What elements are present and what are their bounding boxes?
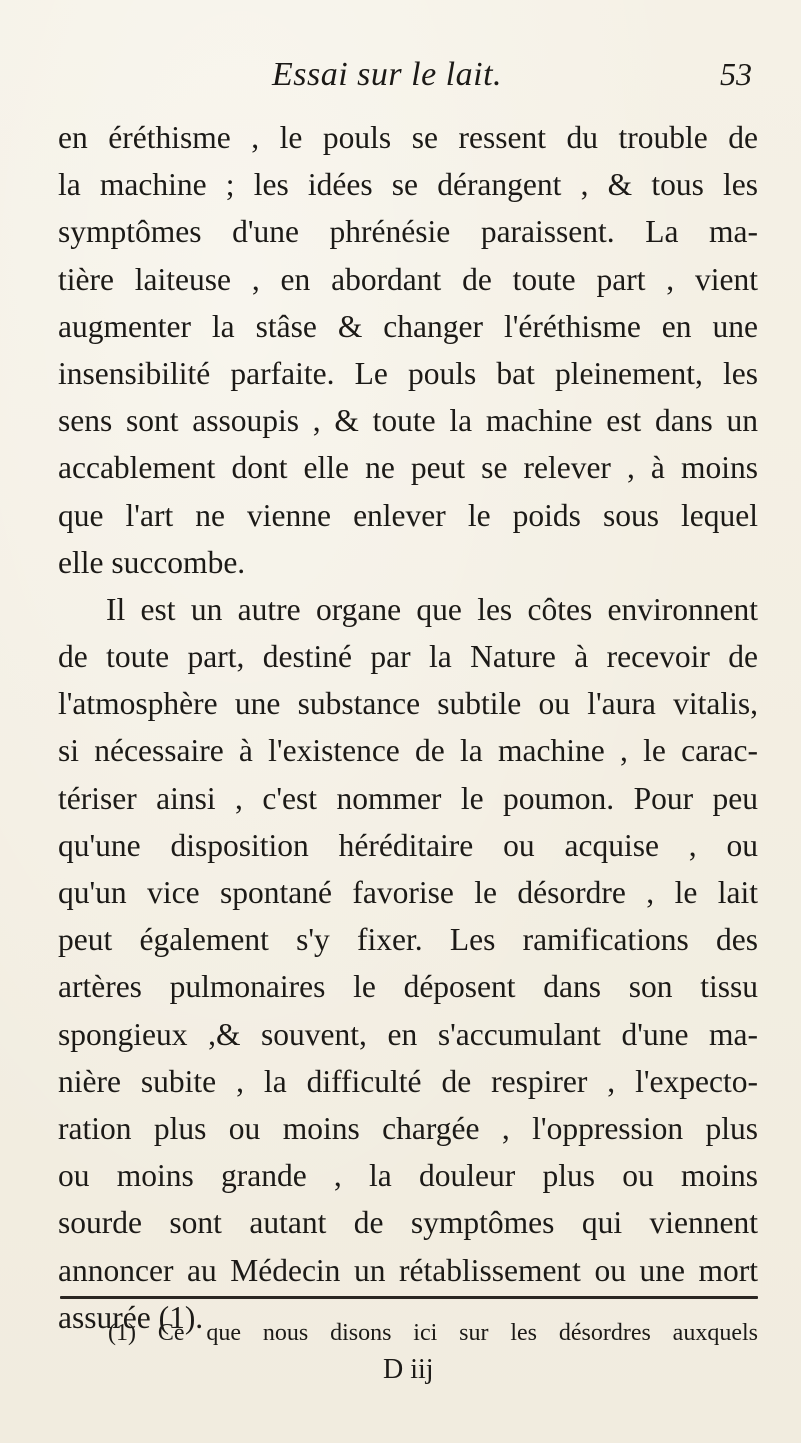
text-line: elle succombe. (58, 544, 246, 580)
text-line: sourde sont autant de symptômes qui viennent (58, 1205, 758, 1241)
text-line: Il est un autre organe que les côtes environnent (106, 591, 758, 627)
footnote-rule (60, 1296, 758, 1299)
page-header (0, 50, 801, 100)
text-line: insensibilité parfaite. Le pouls bat pleinement, les (58, 355, 758, 391)
text-line: l'atmosphère une substance subtile ou l'aura vitalis, (58, 686, 758, 722)
text-line: nière subite , la difficulté de respirer , l'expecto- (58, 1063, 758, 1099)
text-line: la machine ; les idées se dérangent , & tous les (58, 167, 758, 203)
signature-mark: D iij (383, 1354, 434, 1385)
text-line: tériser ainsi , c'est nommer le poumon. Pour peu (58, 780, 758, 816)
text-line: qu'un vice spontané favorise le désordre , le lait (58, 875, 758, 910)
text-line: en éréthisme , le pouls se ressent du trouble de (58, 120, 758, 155)
text-line: spongieux ,& souvent, en s'accumulant d'une ma- (58, 1016, 758, 1052)
text-line: que l'art ne vienne enlever le poids sous lequel (58, 497, 758, 533)
text-line: sens sont assoupis , & toute la machine est dans un (58, 403, 758, 439)
text-line: augmenter la stâse & changer l'éréthisme en une (58, 308, 758, 344)
text-line: tière laiteuse , en abordant de toute part , vient (58, 261, 758, 297)
text-line: si nécessaire à l'existence de la machine , le carac- (58, 733, 758, 769)
text-line: annoncer au Médecin un rétablissement ou une mort (58, 1252, 758, 1288)
text-line: qu'une disposition héréditaire ou acquise , ou (58, 827, 758, 863)
text-line: symptômes d'une phrénésie paraissent. La ma- (58, 214, 758, 250)
text-line: de toute part, destiné par la Nature à recevoir de (58, 639, 758, 675)
text-line: assurée (1). (58, 1299, 204, 1335)
paragraph-1 (58, 114, 758, 586)
text-line: peut également s'y fixer. Les ramifications des (58, 922, 758, 958)
body-text (58, 114, 758, 1341)
page-number: 53 (720, 56, 752, 92)
text-line: ou moins grande , la douleur plus ou moins (58, 1158, 758, 1194)
footnote: (1) Ce que nous disons ici sur les désordres auxquels (108, 1320, 758, 1346)
paragraph-2 (58, 586, 758, 1341)
running-title: Essai sur le lait. (272, 56, 503, 93)
text-line: artères pulmonaires le déposent dans son tissu (58, 969, 758, 1005)
text-line: ration plus ou moins chargée , l'oppression plus (58, 1110, 758, 1146)
text-line: accablement dont elle ne peut se relever , à moins (58, 450, 758, 486)
